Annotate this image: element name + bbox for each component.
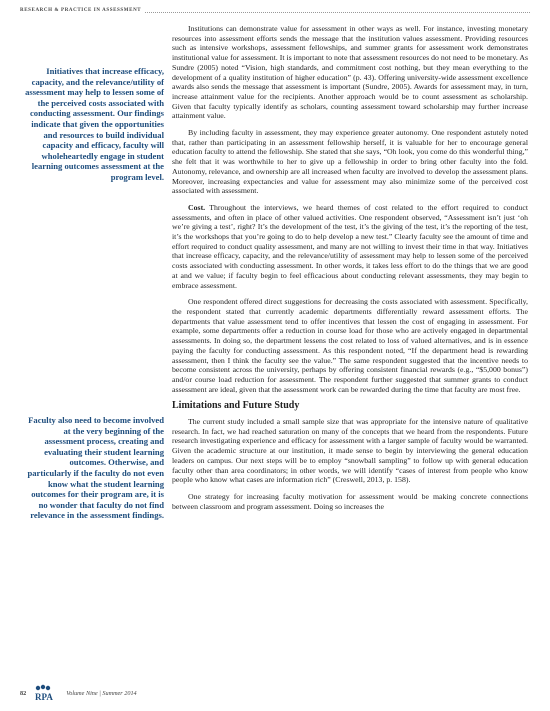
paragraph-6: One strategy for increasing faculty motivation for assessment would be making concrete connections between classroom and program assessment. Doing so increases the xyxy=(172,491,528,511)
page-footer xyxy=(20,683,137,703)
running-head xyxy=(20,8,530,13)
paragraph-4: One respondent offered direct suggestions for decreasing the costs associated with assessment. Specifically, the respondent stated that currently academic departments differentially reward assessment efforts. The departments that value assessment tend to offer incentives that lessen the cost of engaging in assessment. For example, some departments offer a reduction in course load for those who are actively engaged in departmental assessments. In doing so, the department lessens the cost related to loss of valued alternatives, and is in essence paying the faculty for conducting assessment. As this respondent noted, “If the department head is rewarding assessment, then I think the faculty see the value.” The same respondent suggested that the incentive needs to become consistent across the university, perhaps by offering consistent financial rewards (e.g., “$5,000 bonus”) and/or course load reduction for assessment. The respondent further suggested that summer grants to conduct assessment are ideal, given that the assessment work can be rewarded during the time that faculty are most free. xyxy=(172,297,528,394)
running-head-rule xyxy=(145,9,530,13)
page-number: 82 xyxy=(20,689,27,697)
rpa-logo-icon xyxy=(32,684,62,702)
run-in-heading-cost: Cost. xyxy=(188,202,206,212)
paragraph-1: Institutions can demonstrate value for assessment in other ways as well. For instance, investing monetary resources into assessment efforts sends the message that the institution values assessment. Providing resources such as intensive workshops, assessment fellowships, and summer grants for assessment work demonstrates institutional value for assessment. It is important to note that assessment resources do not need to be monetary. As Sundre (2005) noted “Vision, high standards, and commitment cost nothing, but they mean everything to the development of a quality institution of higher education” (p. 43). Offering university-wide assessment excellence awards also sends the message that assessment is important (Sundre, 2005). Awards for assessment may, in turn, increase attainment value for the recipients. Another approach would be to count assessment as scholarship. Given that faculty typically identify as scholars, counting assessment toward scholarship may further increase attainment value. xyxy=(172,24,528,121)
section-heading: Limitations and Future Study xyxy=(172,400,300,412)
paragraph-5: The current study included a small sample size that was appropriate for the intensive nature of qualitative research. In fact, we had reached saturation on many of the concepts that we heard from the respondents. Future research investigating experience and efficacy for assessment with a larger sample of faculty would be warranted. Given the academic structure at our institution, it made sense to begin by interviewing the general education leaders on campus. Our next steps will be to employ “snowball sampling” to follow up with general education faculty other than area coordinators; in other words, we will identify “cases of interest from people who know people who know what cases are information rich” (Creswell, 2013, p. 158). xyxy=(172,417,528,485)
paragraph-3-text: Throughout the interviews, we heard themes of cost related to the effort required to conduct assessments, and often in place of other valued activities. One respondent observed, “Assessment isn’t just ‘oh we’re giving a test’, right? It’s the development of the test, it’s the giving of the test, it’s the reporting of the test, it’s the workshops that you’re going to do to help develop a new test.” Clearly faculty see the amount of time and effort required to conduct quality assessment, and many are not willing to invest their time in that way. Initiatives that increase efficacy, capacity, and the relevance/utility of assessment may help to lessen some of the perceived costs associated with conducting assessment. In other words, it takes less effort to do the things that we are good at and we value; if faculty begin to feel efficacious about conducting relevant assessments, they may begin to embrace assessment. xyxy=(172,202,528,290)
article-body xyxy=(172,24,528,518)
running-head-title: RESEARCH & PRACTICE IN ASSESSMENT xyxy=(20,8,142,13)
paragraph-3 xyxy=(172,203,528,290)
pullquote-1: Initiatives that increase efficacy, capacity, and the relevance/utility of assessment may help to lessen some of the perceived costs associated with conducting assessment. Our findings indicate that given the opportunities and resources to build individual capacity and efficacy, faculty will wholeheartedly engage in student learning outcomes assessment at the program level. xyxy=(25,66,164,182)
paragraph-2: By including faculty in assessment, they may experience greater autonomy. One respondent astutely noted that, rather than participating in an assessment fellowship herself, it is valuable for her to encourage general education faculty to attend the fellowship. She stated that she says, “Oh look, you come do this wonderful thing,” she felt that it was worthwhile to her to give up a fellowship in order to bring other faculty into the fold. Autonomy, relevance, and ownership are all increased when faculty are involved to develop the assessment plans. Moreover, increasing expectancies and value for assessment may also minimize some of the perceived cost associated with assessment. xyxy=(172,128,528,196)
logo-text: RPA xyxy=(35,692,54,702)
pullquote-2: Faculty also need to become involved at the very beginning of the assessment process, creating and evaluating their student learning outcomes. Otherwise, and particularly if the faculty do not even know what the student learning outcomes for their program are, it is no wonder that faculty do not find relevance in the assessment findings. xyxy=(27,415,164,521)
issue-info: Volume Nine | Summer 2014 xyxy=(66,689,137,697)
